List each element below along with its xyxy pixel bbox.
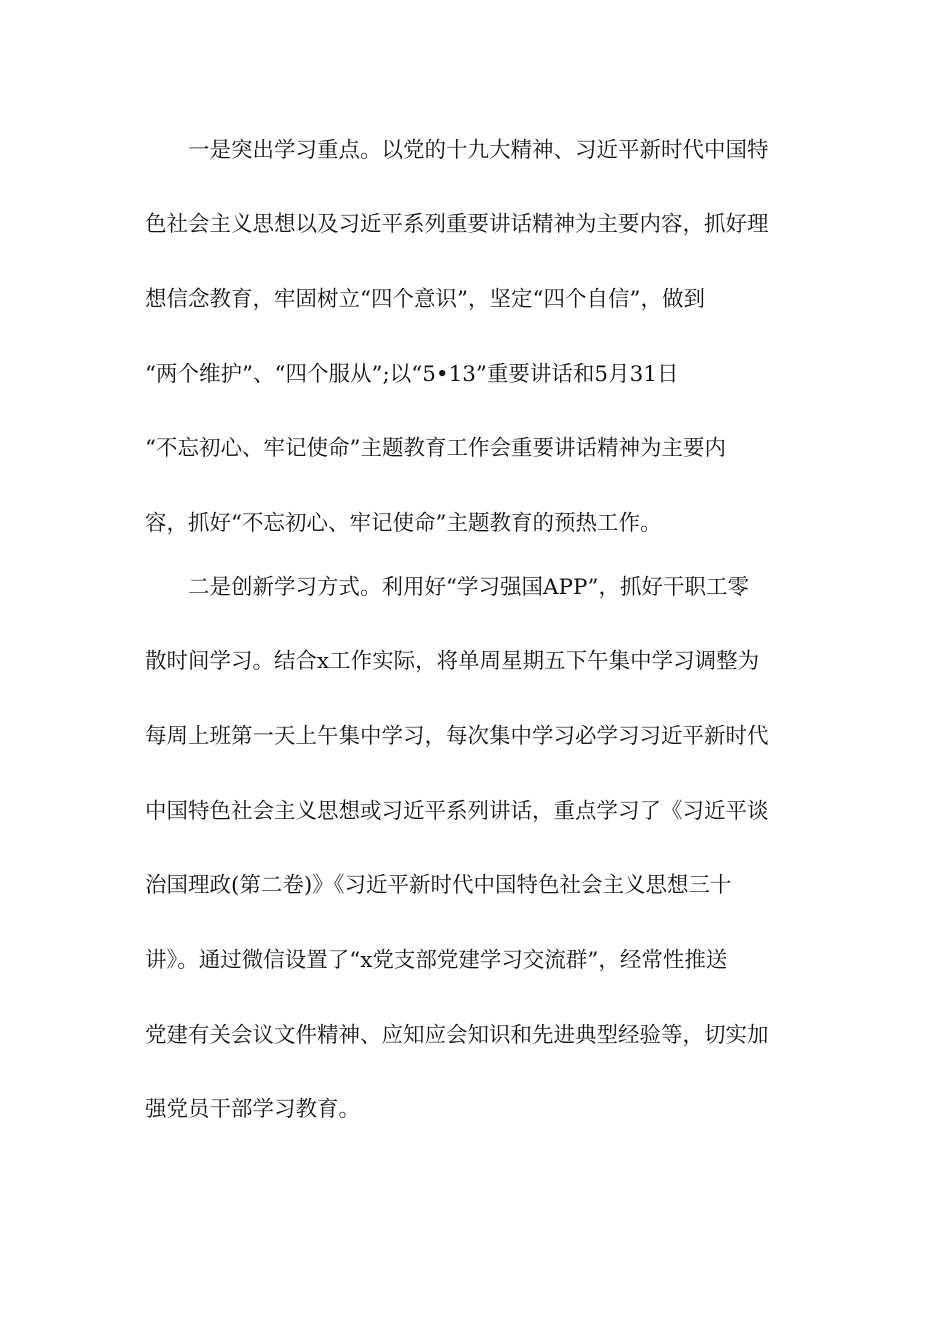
- paragraph-1-line-4: “两个维护”、“四个服从”;以“5•13”重要讲话和5月31日: [145, 362, 679, 387]
- paragraph-2-line-2: 散时间学习。结合x工作实际，将单周星期五下午集中学习调整为: [145, 649, 760, 674]
- paragraph-2-line-1: 二是创新学习方式。利用好“学习强国APP”，抓好干职工零: [188, 575, 749, 600]
- paragraph-2-line-5: 治国理政(第二卷)》《习近平新时代中国特色社会主义思想三十: [145, 873, 732, 898]
- paragraph-2-line-3: 每周上班第一天上午集中学习，每次集中学习必学习习近平新时代: [145, 724, 769, 749]
- paragraph-2-line-4: 中国特色社会主义思想或习近平系列讲话，重点学习了《习近平谈: [145, 799, 769, 824]
- paragraph-2-line-8: 强党员干部学习教育。: [145, 1097, 361, 1122]
- paragraph-1-line-2: 色社会主义思想以及习近平系列重要讲话精神为主要内容，抓好理: [145, 212, 769, 237]
- paragraph-1-line-5: “不忘初心、牢记使命”主题教育工作会重要讲话精神为主要内: [145, 436, 726, 461]
- paragraph-2-line-7: 党建有关会议文件精神、应知应会知识和先进典型经验等，切实加: [145, 1023, 769, 1048]
- paragraph-1-line-1: 一是突出学习重点。以党的十九大精神、习近平新时代中国特: [188, 138, 769, 163]
- paragraph-1-line-6: 容，抓好“不忘初心、牢记使命”主题教育的预热工作。: [145, 511, 662, 536]
- paragraph-2-line-6: 讲》。通过微信设置了“x党支部党建学习交流群”，经常性推送: [145, 948, 728, 973]
- paragraph-1-line-3: 想信念教育，牢固树立“四个意识”，坚定“四个自信”，做到: [145, 287, 705, 312]
